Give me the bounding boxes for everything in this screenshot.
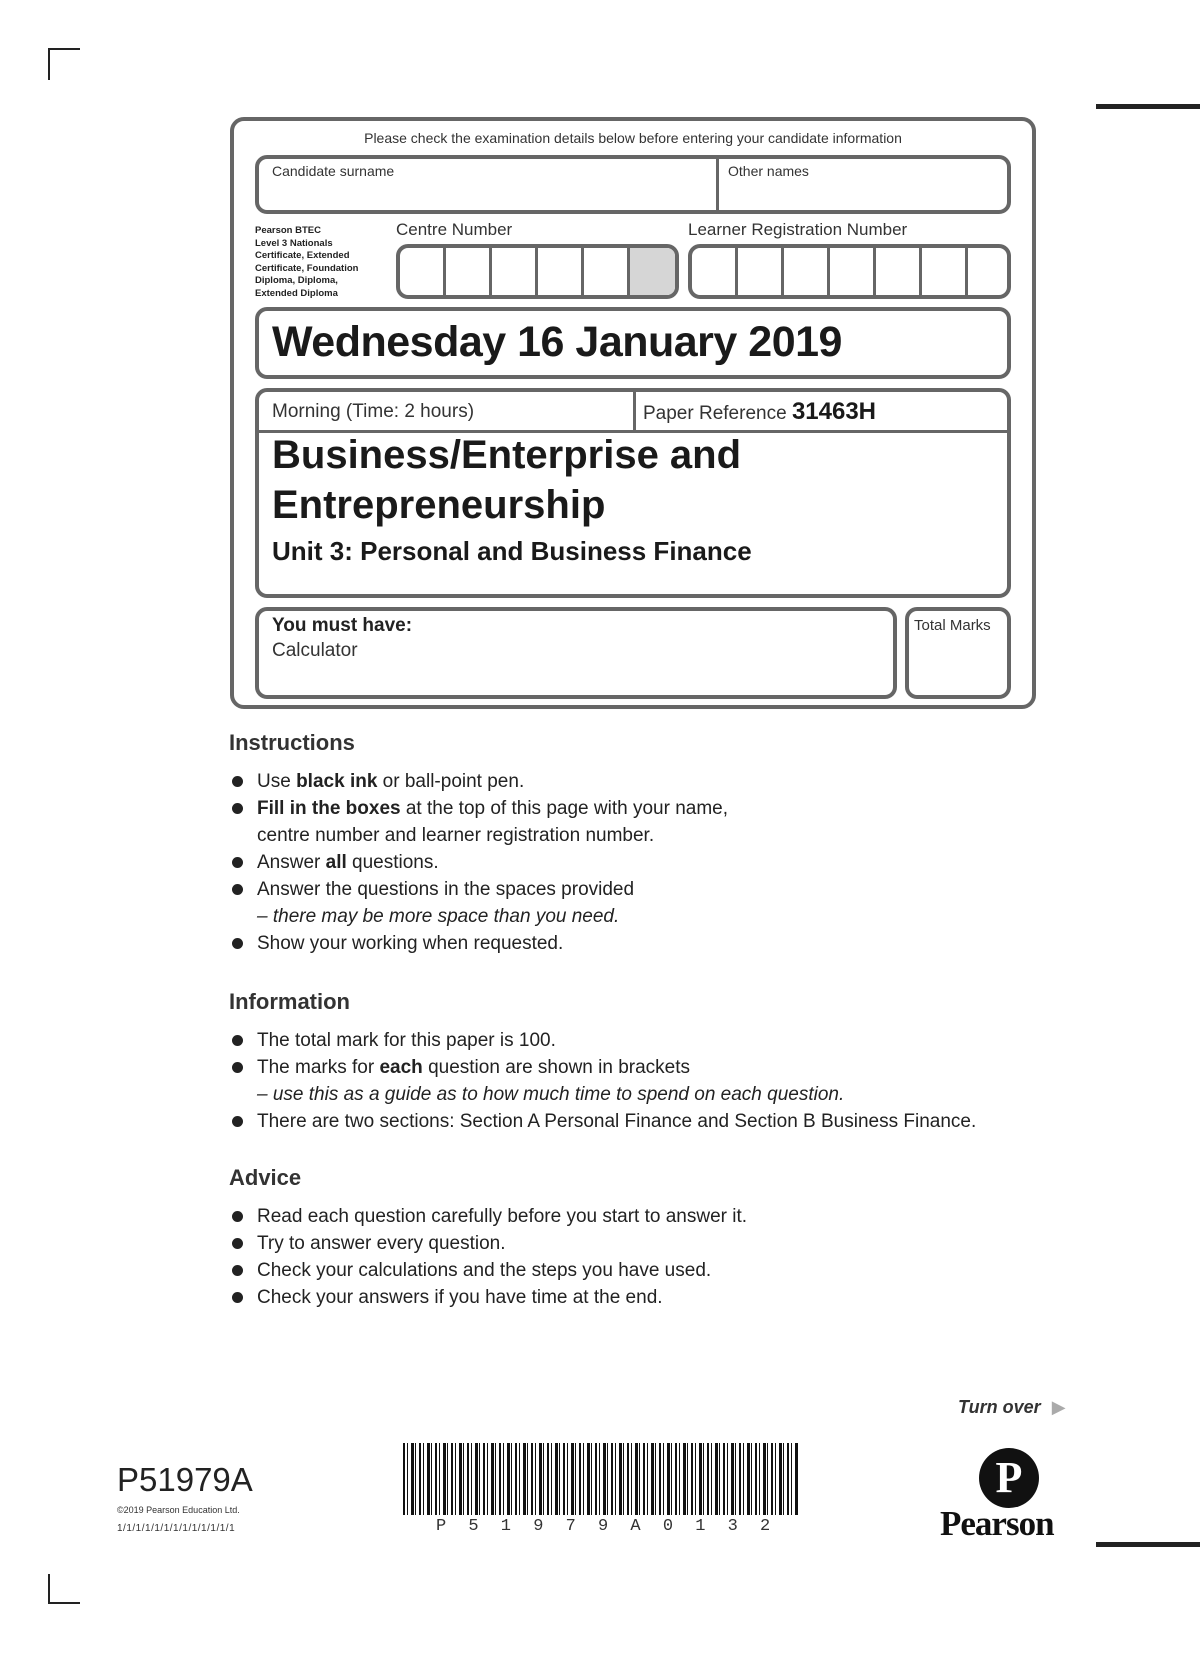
- list-item: The total mark for this paper is 100.: [229, 1027, 1049, 1054]
- list-item: The marks for each question are shown in brackets – use this as a guide as to how much time to spend on each question.: [229, 1054, 1049, 1108]
- check-notice: Please check the examination details below before entering your candidate information: [364, 130, 902, 146]
- play-arrow-icon: ▶: [1051, 1397, 1066, 1417]
- subject-title: Business/Enterprise and Entrepreneurship: [272, 433, 742, 527]
- pearson-wordmark: Pearson: [940, 1504, 1054, 1543]
- instructions-heading: Instructions: [229, 730, 355, 755]
- list-item: Answer the questions in the spaces provided – there may be more space than you need.: [229, 876, 1049, 930]
- information-section: [229, 989, 1049, 1135]
- other-names-label: Other names: [728, 163, 809, 179]
- paper-reference: Paper Reference 31463H: [643, 398, 877, 425]
- list-item: Fill in the boxes at the top of this page with your name, centre number and learner registration number.: [229, 795, 1049, 849]
- learner-reg-field[interactable]: [688, 244, 1011, 299]
- list-item: There are two sections: Section A Personal Finance and Section B Business Finance.: [229, 1108, 1049, 1135]
- list-item: Check your calculations and the steps you have used.: [229, 1257, 1049, 1284]
- centre-number-field[interactable]: [396, 244, 679, 299]
- must-have-item: Calculator: [272, 640, 358, 661]
- exam-date: Wednesday 16 January 2019: [272, 318, 842, 366]
- surname-field[interactable]: [262, 178, 707, 208]
- advice-section: [229, 1165, 1049, 1311]
- barcode-text: P 5 1 9 7 9 A 0 1 3 2: [436, 1517, 777, 1536]
- total-marks-label: Total Marks: [914, 617, 991, 634]
- unit-title: Unit 3: Personal and Business Finance: [272, 536, 752, 566]
- copyright: ©2019 Pearson Education Ltd.: [117, 1505, 240, 1515]
- learner-reg-label: Learner Registration Number: [688, 220, 908, 239]
- list-item: Show your working when requested.: [229, 930, 1049, 957]
- list-item: Use black ink or ball-point pen.: [229, 768, 1049, 795]
- print-code: 1/1/1/1/1/1/1/1/1/1/1/1/1: [117, 1523, 236, 1534]
- list-item: Try to answer every question.: [229, 1230, 1049, 1257]
- edge-bar-top: [1096, 104, 1200, 109]
- qualification-text: Pearson BTEC Level 3 Nationals Certificate, Extended Certificate, Foundation Diploma, Diploma, Extended Diploma: [255, 225, 359, 299]
- other-names-field[interactable]: [722, 178, 1004, 208]
- list-item: Read each question carefully before you start to answer it.: [229, 1203, 1049, 1230]
- instructions-section: [229, 730, 1049, 957]
- paper-code: P51979A: [117, 1461, 253, 1498]
- advice-heading: Advice: [229, 1165, 302, 1190]
- session-text: Morning (Time: 2 hours): [272, 401, 475, 422]
- crop-mark-top-left: [48, 48, 80, 80]
- pearson-logo-icon: P: [979, 1448, 1039, 1508]
- barcode: [403, 1443, 798, 1515]
- turn-over: Turn over ▶: [958, 1397, 1066, 1417]
- surname-label: Candidate surname: [272, 163, 395, 179]
- edge-bar-bottom: [1096, 1542, 1200, 1547]
- information-heading: Information: [229, 989, 350, 1014]
- list-item: Answer all questions.: [229, 849, 1049, 876]
- list-item: Check your answers if you have time at the end.: [229, 1284, 1049, 1311]
- crop-mark-bottom-left: [48, 1574, 80, 1604]
- must-have-label: You must have:: [272, 615, 413, 636]
- centre-number-label: Centre Number: [396, 220, 513, 239]
